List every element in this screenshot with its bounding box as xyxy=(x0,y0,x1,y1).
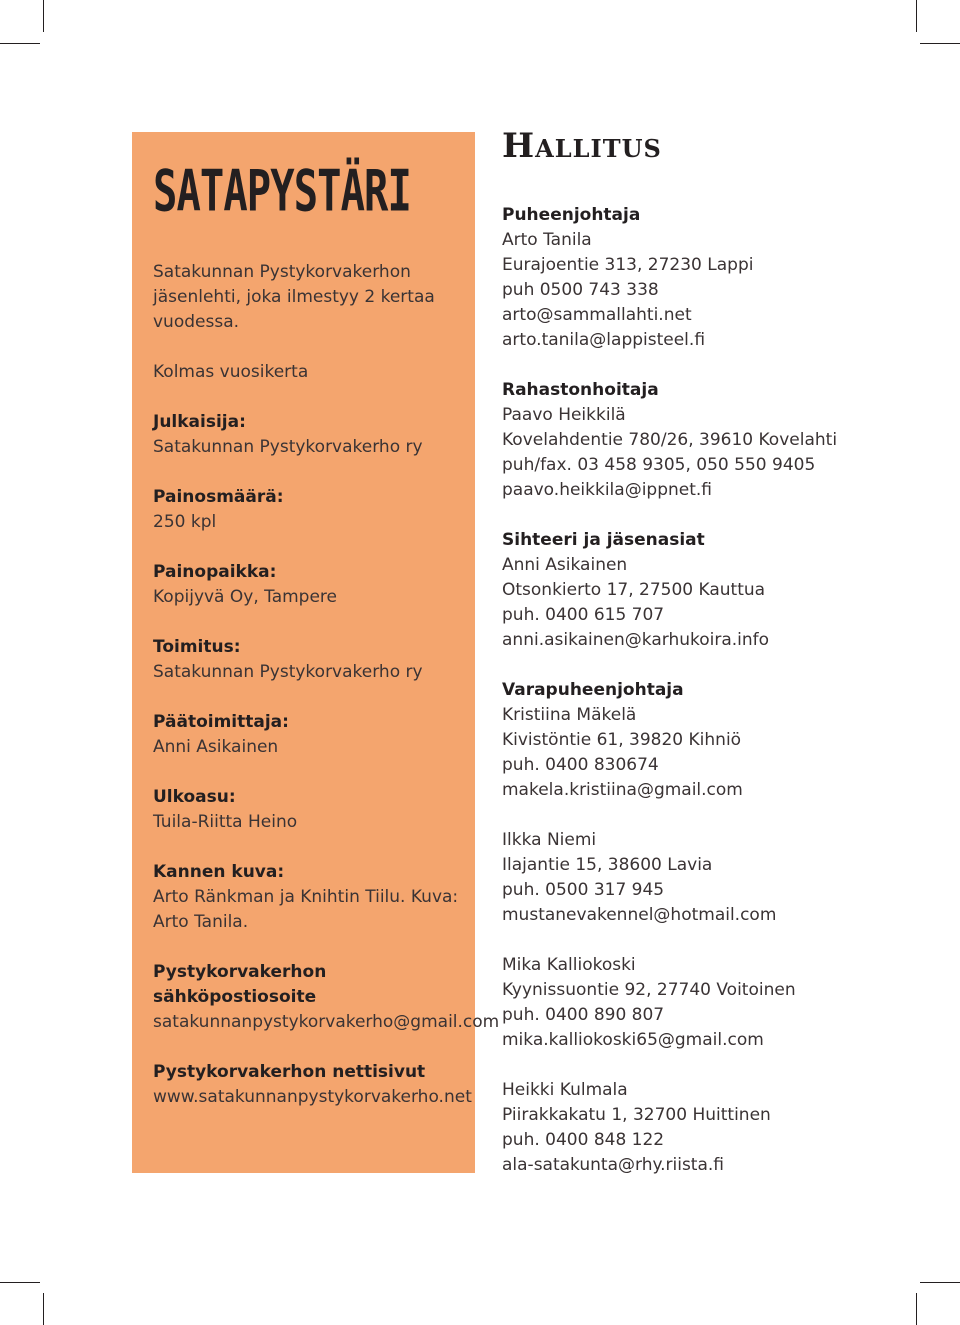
edition xyxy=(153,360,475,385)
member-name: Heikki Kulmala xyxy=(502,1080,628,1100)
editor-in-chief xyxy=(153,710,475,760)
member-address: Kyynissuontie 92, 27740 Voitoinen xyxy=(502,980,796,1000)
member-role: Puheenjohtaja xyxy=(502,205,641,225)
member-role: Sihteeri ja jäsenasiat xyxy=(502,530,705,550)
member-address: Kovelahdentie 780/26, 39610 Kovelahti xyxy=(502,430,838,450)
editorial xyxy=(153,635,475,685)
publisher xyxy=(153,410,475,460)
member-address: Kivistöntie 61, 39820 Kihniö xyxy=(502,730,742,750)
print-run-label: Painosmäärä: xyxy=(153,487,284,507)
board-title: Hallitus xyxy=(502,126,662,166)
member-email: anni.asikainen@karhukoira.info xyxy=(502,630,770,650)
member-name: Ilkka Niemi xyxy=(502,830,597,850)
intro xyxy=(153,260,475,335)
intro-line: Satakunnan Pystykorvakerhon xyxy=(153,262,411,282)
member-phone: puh 0500 743 338 xyxy=(502,280,659,300)
member-email: makela.kristiina@gmail.com xyxy=(502,780,743,800)
member-email: arto@sammallahti.net xyxy=(502,305,692,325)
club-website-value: www.satakunnanpystykorvakerho.net xyxy=(153,1087,472,1107)
member-phone: puh. 0400 848 122 xyxy=(502,1130,665,1150)
member-address: Ilajantie 15, 38600 Lavia xyxy=(502,855,713,875)
board-member xyxy=(502,678,942,803)
member-phone: puh/fax. 03 458 9305, 050 550 9405 xyxy=(502,455,816,475)
club-website xyxy=(153,1060,475,1110)
member-address: Otsonkierto 17, 27500 Kauttua xyxy=(502,580,766,600)
editorial-label: Toimitus: xyxy=(153,637,241,657)
member-role: Varapuheenjohtaja xyxy=(502,680,684,700)
layout-credit-value: Tuila-Riitta Heino xyxy=(153,812,298,832)
board-member xyxy=(502,828,942,928)
editorial-value: Satakunnan Pystykorvakerho ry xyxy=(153,662,423,682)
member-email: mustanevakennel@hotmail.com xyxy=(502,905,777,925)
crop-mark xyxy=(916,1293,917,1325)
member-name: Arto Tanila xyxy=(502,230,592,250)
member-name: Kristiina Mäkelä xyxy=(502,705,637,725)
printer-label: Painopaikka: xyxy=(153,562,277,582)
club-email-label: Pystykorvakerhon sähköpostiosoite xyxy=(153,962,327,1007)
board-section xyxy=(502,126,942,1203)
crop-mark xyxy=(43,1293,44,1325)
layout-credit-label: Ulkoasu: xyxy=(153,787,236,807)
crop-mark xyxy=(920,1282,960,1283)
board-member xyxy=(502,203,942,353)
member-email: ala-satakunta@rhy.riista.fi xyxy=(502,1155,724,1175)
member-role: Rahastonhoitaja xyxy=(502,380,659,400)
crop-mark xyxy=(920,43,960,44)
crop-mark xyxy=(0,43,40,44)
member-phone: puh. 0400 615 707 xyxy=(502,605,665,625)
member-email: paavo.heikkila@ippnet.fi xyxy=(502,480,713,500)
edition-text: Kolmas vuosikerta xyxy=(153,362,309,382)
member-name: Paavo Heikkilä xyxy=(502,405,626,425)
print-run xyxy=(153,485,475,535)
print-run-value: 250 kpl xyxy=(153,512,217,532)
member-email: mika.kalliokoski65@gmail.com xyxy=(502,1030,764,1050)
member-name: Anni Asikainen xyxy=(502,555,628,575)
club-email-value: satakunnanpystykorvakerho@gmail.com xyxy=(153,1012,500,1032)
member-address: Piirakkakatu 1, 32700 Huittinen xyxy=(502,1105,771,1125)
board-member xyxy=(502,953,942,1053)
printer-value: Kopijyvä Oy, Tampere xyxy=(153,587,338,607)
colophon-panel xyxy=(132,132,500,1173)
publisher-label: Julkaisija: xyxy=(153,412,246,432)
board-member xyxy=(502,528,942,653)
board-member xyxy=(502,378,942,503)
intro-line: jäsenlehti, joka ilmestyy 2 kertaa xyxy=(153,287,435,307)
member-address: Eurajoentie 313, 27230 Lappi xyxy=(502,255,754,275)
cover-credit-line: Arto Tanila. xyxy=(153,912,249,932)
printer xyxy=(153,560,475,610)
cover-credit-line: Arto Ränkman ja Knihtin Tiilu. Kuva: xyxy=(153,887,459,907)
crop-mark xyxy=(916,0,917,32)
editor-in-chief-value: Anni Asikainen xyxy=(153,737,279,757)
cover-credit-label: Kannen kuva: xyxy=(153,862,285,882)
member-phone: puh. 0400 890 807 xyxy=(502,1005,665,1025)
publisher-value: Satakunnan Pystykorvakerho ry xyxy=(153,437,423,457)
magazine-logo: SATAPYSTÄRI xyxy=(153,158,411,225)
intro-line: vuodessa. xyxy=(153,312,240,332)
member-name: Mika Kalliokoski xyxy=(502,955,636,975)
member-phone: puh. 0400 830674 xyxy=(502,755,659,775)
cover-credit xyxy=(153,860,475,935)
crop-mark xyxy=(43,0,44,32)
club-email xyxy=(153,960,500,1035)
member-phone: puh. 0500 317 945 xyxy=(502,880,665,900)
editor-in-chief-label: Päätoimittaja: xyxy=(153,712,289,732)
club-website-label: Pystykorvakerhon nettisivut xyxy=(153,1062,426,1082)
member-email: arto.tanila@lappisteel.fi xyxy=(502,330,706,350)
board-member xyxy=(502,1078,942,1178)
crop-mark xyxy=(0,1282,40,1283)
layout-credit xyxy=(153,785,475,835)
